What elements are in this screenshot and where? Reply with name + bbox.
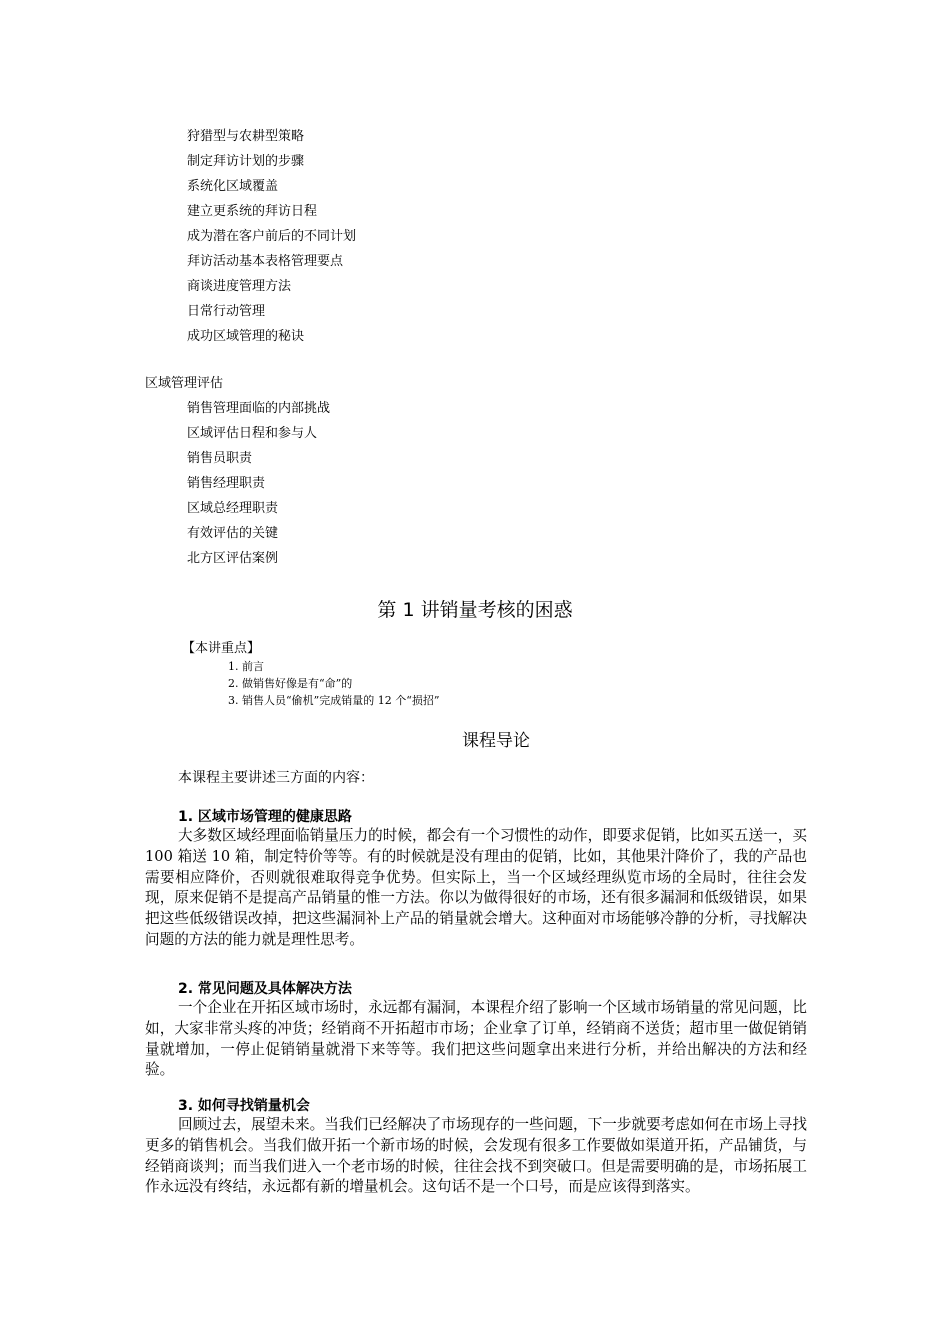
- section-heading: 1. 区域市场管理的健康思路: [178, 809, 352, 825]
- list-item: 销售经理职责: [187, 476, 266, 491]
- key-point-item: 3. 销售人员“偷机”完成销量的 12 个“损招”: [228, 694, 440, 707]
- list-item: 成为潜在客户前后的不同计划: [187, 229, 357, 244]
- section-body: 回顾过去，展望未来。当我们已经解决了市场现存的一些问题，下一步就要考虑如何在市场上寻找更多的销售机会。当我们做开拓一个新市场的时候，会发现有很多工作要做如渠道开拓，产品铺货，与经销商谈判；而当我们进入一个老市场的时候，往往会找不到突破口。但是需要明确的是，市场拓展工作永远没有终结，永远都有新的增量机会。这句话不是一个口号，而是应该得到落实。: [145, 1116, 807, 1196]
- list-item: 有效评估的关键: [187, 526, 279, 541]
- list-item: 制定拜访计划的步骤: [187, 154, 305, 169]
- list-item: 区域总经理职责: [187, 501, 279, 516]
- list-item: 日常行动管理: [187, 304, 266, 319]
- list-item: 拜访活动基本表格管理要点: [187, 254, 344, 269]
- section-body: 一个企业在开拓区域市场时，永远都有漏洞，本课程介绍了影响一个区域市场销量的常见问题，比如，大家非常头疼的冲货；经销商不开拓超市市场；企业拿了订单，经销商不送货；超市里一做促销销量就增加，一停止促销销量就滑下来等等。我们把这些问题拿出来进行分析，并给出解决的方法和经验。: [145, 999, 807, 1079]
- lecture-title: 第 1 讲销量考核的困惑: [377, 599, 573, 621]
- list-item: 区域评估日程和参与人: [187, 426, 318, 441]
- section-heading: 2. 常见问题及具体解决方法: [178, 981, 352, 997]
- list-item: 北方区评估案例: [187, 551, 279, 566]
- key-points-label: 【本讲重点】: [182, 641, 261, 656]
- list-item: 销售管理面临的内部挑战: [187, 401, 331, 416]
- section-body: 大多数区域经理面临销量压力的时候，都会有一个习惯性的动作，即要求促销，比如买五送一，买 100 箱送 10 箱，制定特价等等。有的时候就是没有理由的促销，比如，其他果汁降价了，我的产品也需要相应降价，否则就很难取得竞争优势。但实际上，当一个区域经理纵览市场的全局时，往往会发现，原来促销不是提高产品销量的惟一方法。你以为做得很好的市场，还有很多漏洞和低级错误，如果把这些低级错误改掉，把这些漏洞补上产品的销量就会增大。这种面对市场能够冷静的分析，寻找解决问题的方法的能力就是理性思考。: [145, 827, 807, 948]
- list-item: 狩猎型与农耕型策略: [187, 129, 305, 144]
- key-point-item: 1. 前言: [228, 660, 264, 673]
- evaluation-heading: 区域管理评估: [145, 376, 224, 391]
- list-item: 建立更系统的拜访日程: [187, 204, 318, 219]
- key-point-item: 2. 做销售好像是有“命”的: [228, 677, 353, 690]
- section-heading: 3. 如何寻找销量机会: [178, 1098, 310, 1114]
- list-item: 销售员职责: [187, 451, 253, 466]
- list-item: 系统化区域覆盖: [187, 179, 279, 194]
- course-intro-lead: 本课程主要讲述三方面的内容：: [178, 770, 374, 786]
- list-item: 商谈进度管理方法: [187, 279, 292, 294]
- list-item: 成功区域管理的秘诀: [187, 329, 305, 344]
- course-intro-title: 课程导论: [462, 731, 530, 751]
